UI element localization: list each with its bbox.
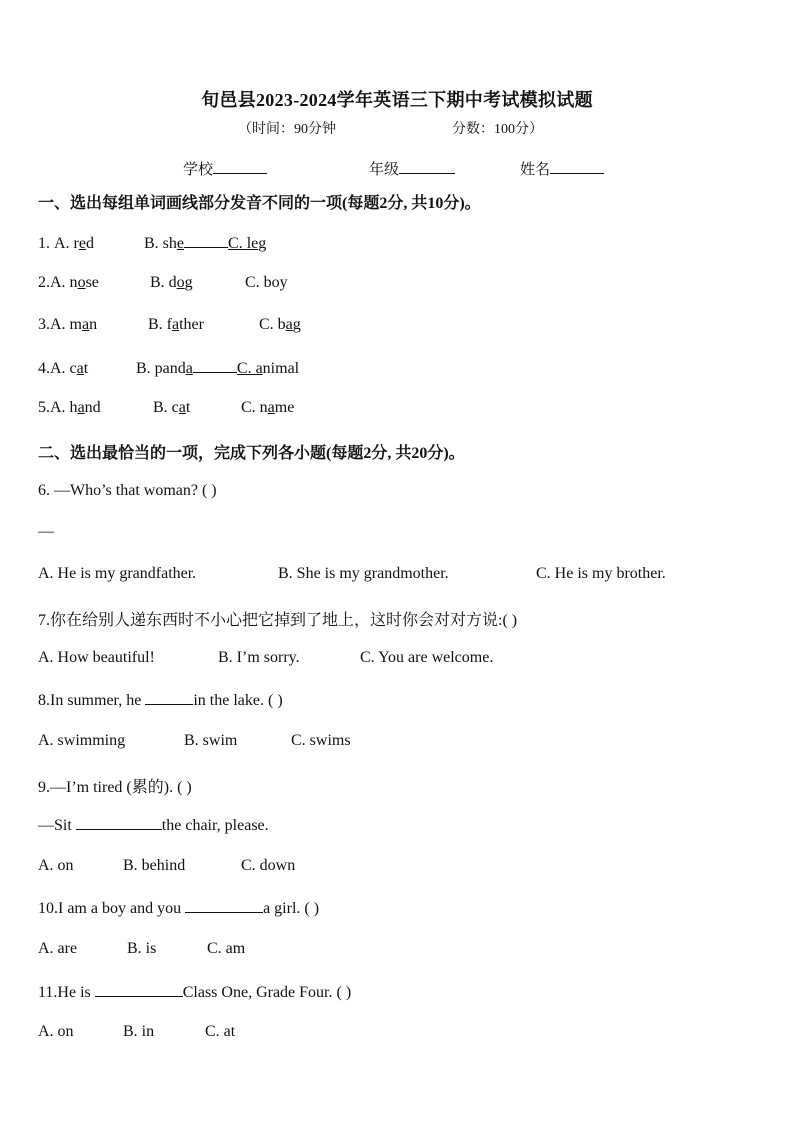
option-a: A. He is my grandfather. (38, 565, 197, 582)
question-7-stem: 7.你在给别人递东西时不小心把它掉到了地上，这时你会对对方说:( ) (38, 612, 518, 629)
question-5 (38, 399, 294, 417)
name-field (520, 158, 604, 179)
school-label: 学校 (183, 162, 214, 178)
option-a: A. swimming (38, 732, 126, 749)
question-6-stem: 6. —Who’s that woman? ( ) (38, 482, 217, 499)
question-number: 3. (38, 316, 50, 333)
option-b: B. She is my grandmother. (278, 565, 449, 582)
option-b: B. I’m sorry. (218, 649, 300, 666)
option-b: B. she (144, 233, 228, 253)
question-3 (38, 316, 301, 334)
option-b: B. dog (150, 274, 193, 291)
option-a: A. nose (50, 274, 99, 291)
question-10-options (38, 940, 245, 958)
name-blank (550, 159, 604, 174)
question-11-options (38, 1023, 235, 1041)
question-7-options (38, 649, 493, 667)
option-c: C. boy (245, 274, 288, 291)
option-c: C. leg (228, 235, 267, 252)
question-number: 1. (38, 235, 54, 252)
question-4 (38, 358, 299, 378)
name-label: 姓名 (520, 162, 551, 178)
question-number: 2. (38, 274, 50, 291)
option-a: A. are (38, 940, 78, 957)
question-2 (38, 274, 288, 292)
exam-time: （时间：90分钟 (238, 122, 336, 137)
option-a: A. on (38, 857, 74, 874)
option-c: C. animal (236, 360, 300, 377)
question-1 (38, 233, 266, 253)
option-b: B. cat (153, 399, 191, 416)
question-6-reply: — (38, 523, 54, 540)
question-9-options (38, 857, 295, 875)
answer-blank (145, 690, 193, 705)
question-8-options (38, 732, 351, 750)
option-b: B. panda (136, 358, 237, 378)
grade-blank (399, 159, 455, 174)
section2-title: 二、选出最恰当的一项，完成下列各小题(每题2分, 共20分)。 (38, 445, 465, 462)
option-c: C. You are welcome. (360, 649, 494, 666)
question-9-reply: —Sit the chair, please. (38, 817, 269, 834)
answer-blank (76, 815, 162, 830)
question-number: 5. (38, 399, 50, 416)
question-6-options (38, 565, 666, 583)
grade-field (369, 158, 455, 179)
option-a: A. How beautiful! (38, 649, 155, 666)
answer-blank (193, 358, 237, 373)
option-b: B. is (127, 940, 157, 957)
option-c: C. down (241, 857, 296, 874)
option-c: C. at (205, 1023, 236, 1040)
exam-score: 分数：100分） (452, 122, 543, 137)
school-field (183, 158, 267, 179)
option-c: C. am (207, 940, 246, 957)
exam-title: 旬邑县2023-2024学年英语三下期中考试模拟试题 (201, 90, 593, 110)
option-a: A. cat (50, 360, 89, 377)
school-blank (213, 159, 267, 174)
option-c: C. name (241, 399, 295, 416)
answer-blank (185, 898, 263, 913)
answer-blank (95, 982, 183, 997)
option-c: C. swims (291, 732, 351, 749)
option-c: C. bag (259, 316, 301, 333)
option-a: A. on (38, 1023, 74, 1040)
section1-title: 一、选出每组单词画线部分发音不同的一项(每题2分, 共10分)。 (38, 195, 481, 212)
option-b: B. swim (184, 732, 238, 749)
question-11-stem: 11.He is Class One, Grade Four. ( ) (38, 984, 352, 1001)
option-b: B. father (148, 316, 204, 333)
question-10-stem: 10.I am a boy and you a girl. ( ) (38, 900, 320, 917)
option-a: A. red (54, 235, 94, 252)
question-9-stem: 9.—I’m tired (累的). ( ) (38, 779, 192, 796)
question-number: 4. (38, 360, 50, 377)
answer-blank (184, 233, 228, 248)
option-a: A. man (50, 316, 98, 333)
option-a: A. hand (50, 399, 101, 416)
grade-label: 年级 (369, 162, 400, 178)
option-b: B. in (123, 1023, 155, 1040)
option-b: B. behind (123, 857, 186, 874)
question-8-stem: 8.In summer, he in the lake. ( ) (38, 692, 283, 709)
option-c: C. He is my brother. (536, 565, 666, 582)
